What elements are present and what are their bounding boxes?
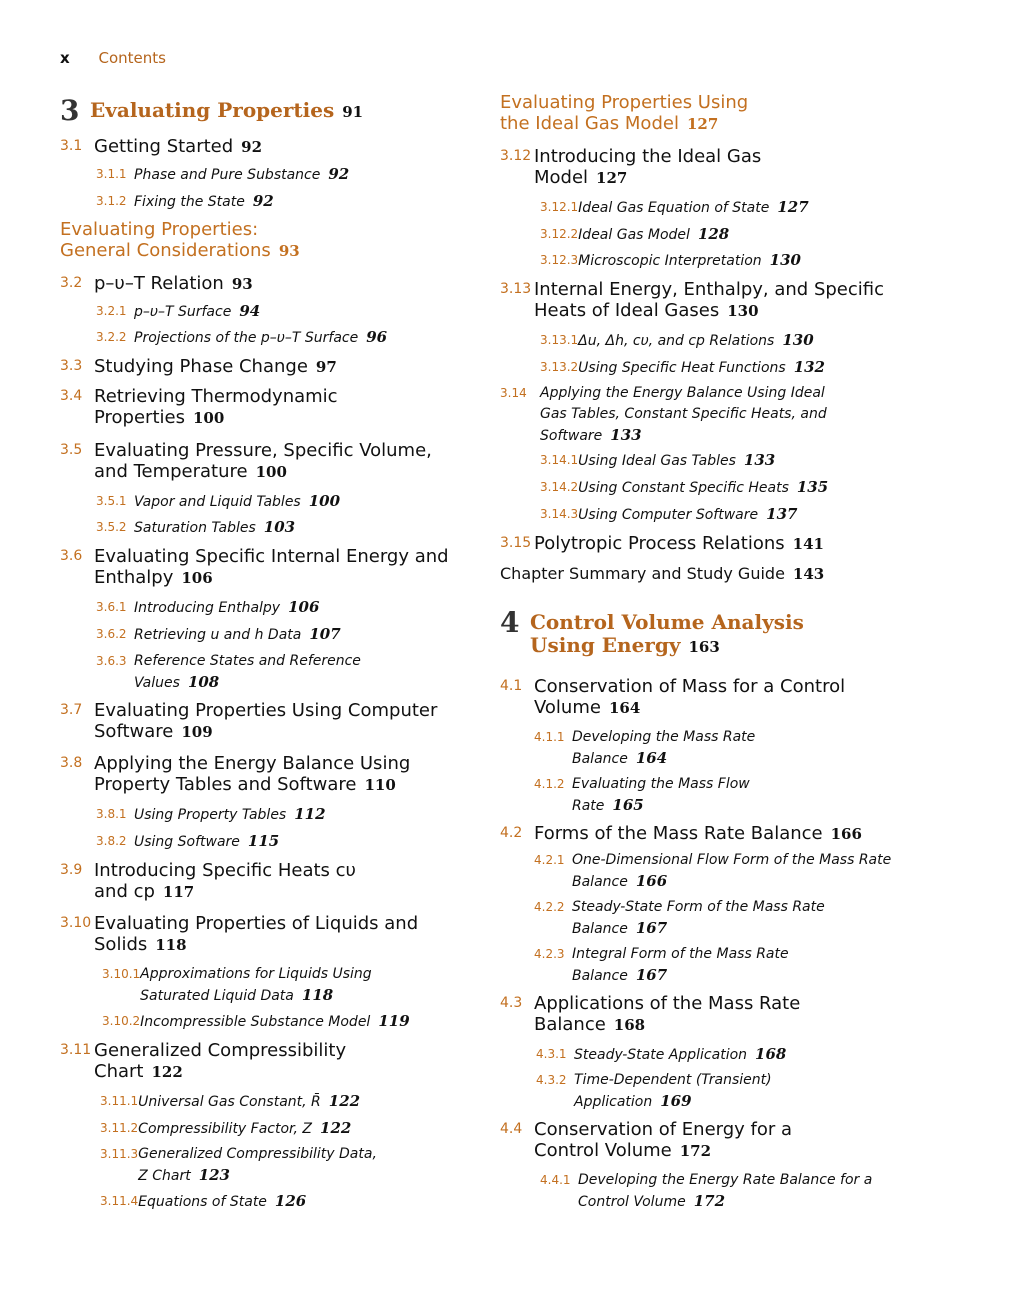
entry-title: Evaluating the Mass Flow Rate 165 — [572, 776, 750, 814]
entry-title: Vapor and Liquid Tables 100 — [134, 492, 341, 510]
entry-number: 4.2.3 — [534, 947, 565, 961]
entry-title: Using Specific Heat Functions 132 — [578, 358, 825, 376]
entry-number: 3.15 — [500, 535, 532, 551]
page-ref: 93 — [231, 275, 253, 293]
entry-title: Approximations for Liquids Using Saturated Liquid Data 118 — [140, 966, 372, 1004]
page-ref: 167 — [635, 919, 668, 937]
section-entry — [60, 273, 253, 295]
entry-title: Using Software 115 — [134, 832, 280, 850]
entry-title: Conservation of Mass for a Control Volume 164 — [534, 676, 846, 718]
entry-title: Microscopic Interpretation 130 — [578, 251, 801, 269]
entry-title: Polytropic Process Relations 141 — [534, 533, 824, 554]
entry-title: Incompressible Substance Model 119 — [140, 1012, 410, 1030]
entry-title: Saturation Tables 103 — [134, 518, 296, 536]
section-entry — [500, 823, 862, 845]
entry-number: 3 — [60, 94, 80, 127]
entry-title: Forms of the Mass Rate Balance 166 — [534, 823, 862, 844]
subsection-entry — [534, 727, 755, 770]
entry-number: 3.14.3 — [540, 507, 579, 521]
page-ref: 130 — [782, 331, 814, 349]
subsection-entry — [100, 1144, 377, 1187]
entry-number: 3.2.1 — [96, 304, 127, 318]
entry-title: Generalized Compressibility Chart 122 — [94, 1040, 347, 1082]
entry-title: Equations of State 126 — [138, 1192, 307, 1210]
section-entry — [60, 753, 410, 796]
entry-title: Getting Started 92 — [94, 136, 263, 157]
page-ref: 96 — [366, 328, 388, 346]
entry-number: 3.5.1 — [96, 494, 127, 508]
section-entry — [60, 913, 418, 956]
entry-title: Control Volume Analysis Using Energy 163 — [530, 610, 804, 657]
entry-title: Time-Dependent (Transient) Application 169 — [574, 1072, 772, 1110]
page-ref: 110 — [364, 776, 396, 794]
page-ref: 126 — [274, 1192, 307, 1210]
page-ref: 164 — [635, 749, 668, 767]
page-ref: 119 — [378, 1012, 410, 1030]
page-ref: 133 — [743, 451, 776, 469]
page-ref: 130 — [769, 251, 801, 269]
entry-number: 3.8 — [60, 755, 83, 771]
page-ref: 106 — [288, 598, 320, 616]
subsection-entry — [96, 624, 341, 646]
subsection-entry — [540, 197, 809, 219]
entry-number: 3.12.3 — [540, 253, 579, 267]
subsection-entry — [96, 651, 361, 694]
entry-number: 3.10 — [60, 915, 92, 931]
subsection-entry — [96, 191, 274, 213]
summary-entry — [500, 563, 824, 585]
entry-title: Chapter Summary and Study Guide 143 — [500, 564, 825, 583]
subsection-entry — [102, 1011, 410, 1033]
page-ref: 132 — [793, 358, 825, 376]
running-head: Contents — [98, 49, 166, 67]
entry-number: 3.10.1 — [102, 967, 141, 981]
entry-number: 4.3 — [500, 995, 523, 1011]
section-entry — [500, 993, 800, 1036]
entry-number: 3.8.1 — [96, 807, 127, 821]
page-ref: 103 — [263, 518, 296, 536]
entry-number: 3.6.2 — [96, 627, 127, 641]
entry-number: 3.5.2 — [96, 520, 127, 534]
section-entry — [60, 700, 437, 743]
entry-title: Phase and Pure Substance 92 — [134, 165, 350, 183]
page-ref: 137 — [766, 505, 798, 523]
subsection-entry — [540, 477, 828, 499]
entry-number: 3.1 — [60, 138, 83, 154]
entry-number: 3.4 — [60, 388, 83, 404]
chapter-entry — [500, 606, 804, 658]
page-ref: 100 — [255, 463, 287, 481]
entry-title: Δu, Δh, cυ, and cp Relations 130 — [578, 331, 814, 349]
entry-title: Evaluating Properties of Liquids and Solids 118 — [94, 913, 419, 955]
entry-title: Evaluating Pressure, Specific Volume, and Temperature 100 — [94, 440, 432, 482]
entry-title: One-Dimensional Flow Form of the Mass Rate Balance 166 — [572, 852, 892, 890]
subsection-entry — [96, 327, 387, 349]
subsection-entry — [96, 804, 326, 826]
subsection-entry — [540, 357, 825, 379]
entry-title: Fixing the State 92 — [134, 192, 274, 210]
page-ref: 127 — [596, 169, 628, 187]
group-heading — [60, 219, 300, 262]
page-ref: 164 — [608, 699, 641, 717]
subsection-entry — [534, 897, 825, 940]
entry-title: Using Property Tables 112 — [134, 805, 326, 823]
entry-number: 3.2.2 — [96, 330, 127, 344]
section-entry — [500, 533, 824, 555]
entry-title: Ideal Gas Equation of State 127 — [578, 198, 809, 216]
page-ref: 97 — [315, 358, 337, 376]
entry-number: 4.3.1 — [536, 1047, 567, 1061]
subsection-entry — [96, 831, 279, 853]
page-ref: 92 — [241, 138, 263, 156]
entry-number: 3.8.2 — [96, 834, 127, 848]
entry-number: 3.2 — [60, 275, 83, 291]
entry-title: Retrieving Thermodynamic Properties 100 — [94, 386, 338, 428]
entry-number: 3.10.2 — [102, 1014, 141, 1028]
page-ref: 172 — [679, 1142, 712, 1160]
entry-number: 3.13.1 — [540, 333, 579, 347]
entry-title: Internal Energy, Enthalpy, and Specific Heats of Ideal Gases 130 — [534, 279, 884, 321]
entry-title: Reference States and Reference Values 108 — [134, 653, 361, 691]
entry-title: Compressibility Factor, Z 122 — [138, 1119, 352, 1137]
subsection-entry — [540, 250, 801, 272]
section-entry — [500, 146, 761, 189]
page-ref: 122 — [320, 1119, 352, 1137]
entry-number: 4 — [500, 606, 520, 639]
page-ref: 112 — [294, 805, 326, 823]
section-entry — [500, 676, 845, 719]
page-ref: 166 — [830, 825, 862, 843]
page-ref: 108 — [187, 673, 220, 691]
page-ref: 169 — [660, 1092, 692, 1110]
page-ref: 135 — [796, 478, 829, 496]
entry-title: Steady-State Application 168 — [574, 1045, 787, 1063]
entry-title: Evaluating Properties 91 — [90, 98, 364, 122]
entry-number: 3.11.2 — [100, 1121, 139, 1135]
entry-number: 3.11.3 — [100, 1147, 139, 1161]
entry-title: Using Ideal Gas Tables 133 — [578, 451, 776, 469]
subsection-entry — [96, 491, 340, 513]
page-ref: 107 — [309, 625, 341, 643]
entry-title: Introducing Enthalpy 106 — [134, 598, 320, 616]
entry-title: Evaluating Specific Internal Energy and Enthalpy 106 — [94, 546, 449, 588]
section-entry — [60, 136, 262, 158]
group-heading — [500, 92, 748, 135]
page-ref: 94 — [239, 302, 261, 320]
entry-number: 3.12 — [500, 148, 532, 164]
entry-number: 3.14.2 — [540, 480, 579, 494]
entry-number: 3.1.2 — [96, 194, 127, 208]
subsection-entry — [100, 1191, 306, 1213]
page-ref: 128 — [697, 225, 730, 243]
entry-number: 4.1 — [500, 678, 523, 694]
subsection-entry — [540, 450, 775, 472]
entry-title: Applying the Energy Balance Using Ideal Gas Tables, Constant Specific Heats, and Software 133 — [540, 385, 827, 444]
subsection-entry — [534, 774, 750, 817]
entry-number: 4.3.2 — [536, 1073, 567, 1087]
entry-title: p–υ–T Relation 93 — [94, 273, 253, 294]
subsection-entry — [536, 1070, 772, 1113]
entry-number: 3.6.1 — [96, 600, 127, 614]
section-entry — [60, 386, 338, 429]
entry-number: 4.2 — [500, 825, 523, 841]
entry-title: Generalized Compressibility Data, Z Chart 123 — [138, 1146, 377, 1184]
subsection-entry — [100, 1091, 360, 1113]
entry-title: p–υ–T Surface 94 — [134, 302, 261, 320]
page-ref: 166 — [635, 872, 668, 890]
page-ref: 143 — [792, 565, 825, 583]
page-ref: 172 — [693, 1192, 726, 1210]
entry-number: 3.7 — [60, 702, 83, 718]
subsection-entry — [540, 224, 729, 246]
page-ref: 117 — [162, 883, 195, 901]
entry-number: 4.1.1 — [534, 730, 565, 744]
section-entry — [500, 279, 884, 322]
entry-number: 3.3 — [60, 358, 83, 374]
section-entry — [500, 1119, 792, 1162]
page-ref: 141 — [792, 535, 824, 553]
page-ref: 100 — [308, 492, 341, 510]
page-ref: 127 — [777, 198, 809, 216]
page-ref: 91 — [342, 103, 364, 121]
subsection-entry — [534, 850, 891, 893]
section-entry — [60, 440, 432, 483]
page-header — [60, 49, 166, 67]
entry-number: 3.11.4 — [100, 1194, 139, 1208]
page-ref: 100 — [192, 409, 225, 427]
entry-title: Applying the Energy Balance Using Property Tables and Software 110 — [94, 753, 411, 795]
page-ref: 118 — [155, 936, 187, 954]
page-ref: 92 — [252, 192, 274, 210]
entry-title: Using Constant Specific Heats 135 — [578, 478, 829, 496]
subsection-entry — [540, 1170, 872, 1213]
entry-number: 3.14.1 — [540, 453, 579, 467]
page-ref: 168 — [613, 1016, 646, 1034]
entry-number: 4.2.1 — [534, 853, 565, 867]
section-entry — [60, 860, 356, 903]
subsection-entry — [102, 964, 372, 1007]
subsection-entry — [534, 944, 789, 987]
page-ref: 122 — [328, 1092, 361, 1110]
entry-title: Evaluating Properties Using the Ideal Gas Model 127 — [500, 92, 749, 134]
page-number: x — [60, 49, 70, 67]
page-ref: 130 — [727, 302, 759, 320]
entry-title: Evaluating Properties Using Computer Software 109 — [94, 700, 438, 742]
entry-title: Evaluating Properties: General Considerations 93 — [60, 219, 300, 261]
subsection-entry — [540, 504, 797, 526]
page-ref: 92 — [328, 165, 350, 183]
entry-number: 4.2.2 — [534, 900, 565, 914]
page-ref: 93 — [278, 242, 300, 260]
entry-number: 4.1.2 — [534, 777, 565, 791]
entry-number: 3.11 — [60, 1042, 92, 1058]
entry-title: Retrieving u and h Data 107 — [134, 625, 341, 643]
page-ref: 133 — [610, 426, 642, 444]
subsection-entry — [100, 1118, 351, 1140]
entry-title: Projections of the p–υ–T Surface 96 — [134, 328, 388, 346]
entry-number: 3.1.1 — [96, 167, 127, 181]
entry-number: 3.14 — [500, 386, 527, 400]
entry-title: Using Computer Software 137 — [578, 505, 798, 523]
page-ref: 165 — [612, 796, 644, 814]
entry-title: Universal Gas Constant, R̄ 122 — [138, 1092, 361, 1110]
section-entry — [60, 546, 449, 589]
subsection-entry — [96, 597, 319, 619]
subsection-entry — [540, 330, 814, 352]
page-ref: 168 — [755, 1045, 787, 1063]
page-ref: 106 — [181, 569, 213, 587]
entry-title: Applications of the Mass Rate Balance 168 — [534, 993, 801, 1035]
entry-number: 3.13.2 — [540, 360, 579, 374]
entry-number: 3.6.3 — [96, 654, 127, 668]
entry-title: Integral Form of the Mass Rate Balance 167 — [572, 946, 789, 984]
entry-number: 3.5 — [60, 442, 83, 458]
entry-number: 3.13 — [500, 281, 532, 297]
section-entry — [60, 356, 337, 378]
entry-number: 4.4 — [500, 1121, 523, 1137]
entry-title: Studying Phase Change 97 — [94, 356, 337, 377]
section-entry — [60, 1040, 346, 1083]
entry-title: Introducing Specific Heats cυ and cp 117 — [94, 860, 356, 902]
subsection-entry — [536, 1044, 786, 1066]
entry-title: Developing the Energy Rate Balance for a Control Volume 172 — [578, 1172, 873, 1210]
entry-number: 4.4.1 — [540, 1173, 571, 1187]
page-ref: 109 — [181, 723, 213, 741]
page-ref: 122 — [151, 1063, 183, 1081]
subsection-entry — [500, 383, 827, 447]
page-ref: 127 — [686, 115, 719, 133]
subsection-entry — [96, 517, 295, 539]
subsection-entry — [96, 301, 260, 323]
entry-number: 3.12.2 — [540, 227, 579, 241]
page-ref: 115 — [247, 832, 280, 850]
chapter-entry — [60, 94, 364, 127]
entry-number: 3.12.1 — [540, 200, 579, 214]
entry-title: Steady-State Form of the Mass Rate Balance 167 — [572, 899, 825, 937]
page-ref: 167 — [635, 966, 668, 984]
entry-title: Conservation of Energy for a Control Volume 172 — [534, 1119, 793, 1161]
entry-title: Developing the Mass Rate Balance 164 — [572, 729, 756, 767]
entry-number: 3.11.1 — [100, 1094, 139, 1108]
page-ref: 163 — [688, 638, 720, 656]
entry-title: Ideal Gas Model 128 — [578, 225, 730, 243]
page-ref: 123 — [198, 1166, 230, 1184]
entry-title: Introducing the Ideal Gas Model 127 — [534, 146, 762, 188]
subsection-entry — [96, 164, 349, 186]
entry-number: 3.6 — [60, 548, 83, 564]
entry-number: 3.9 — [60, 862, 83, 878]
page-ref: 118 — [301, 986, 334, 1004]
